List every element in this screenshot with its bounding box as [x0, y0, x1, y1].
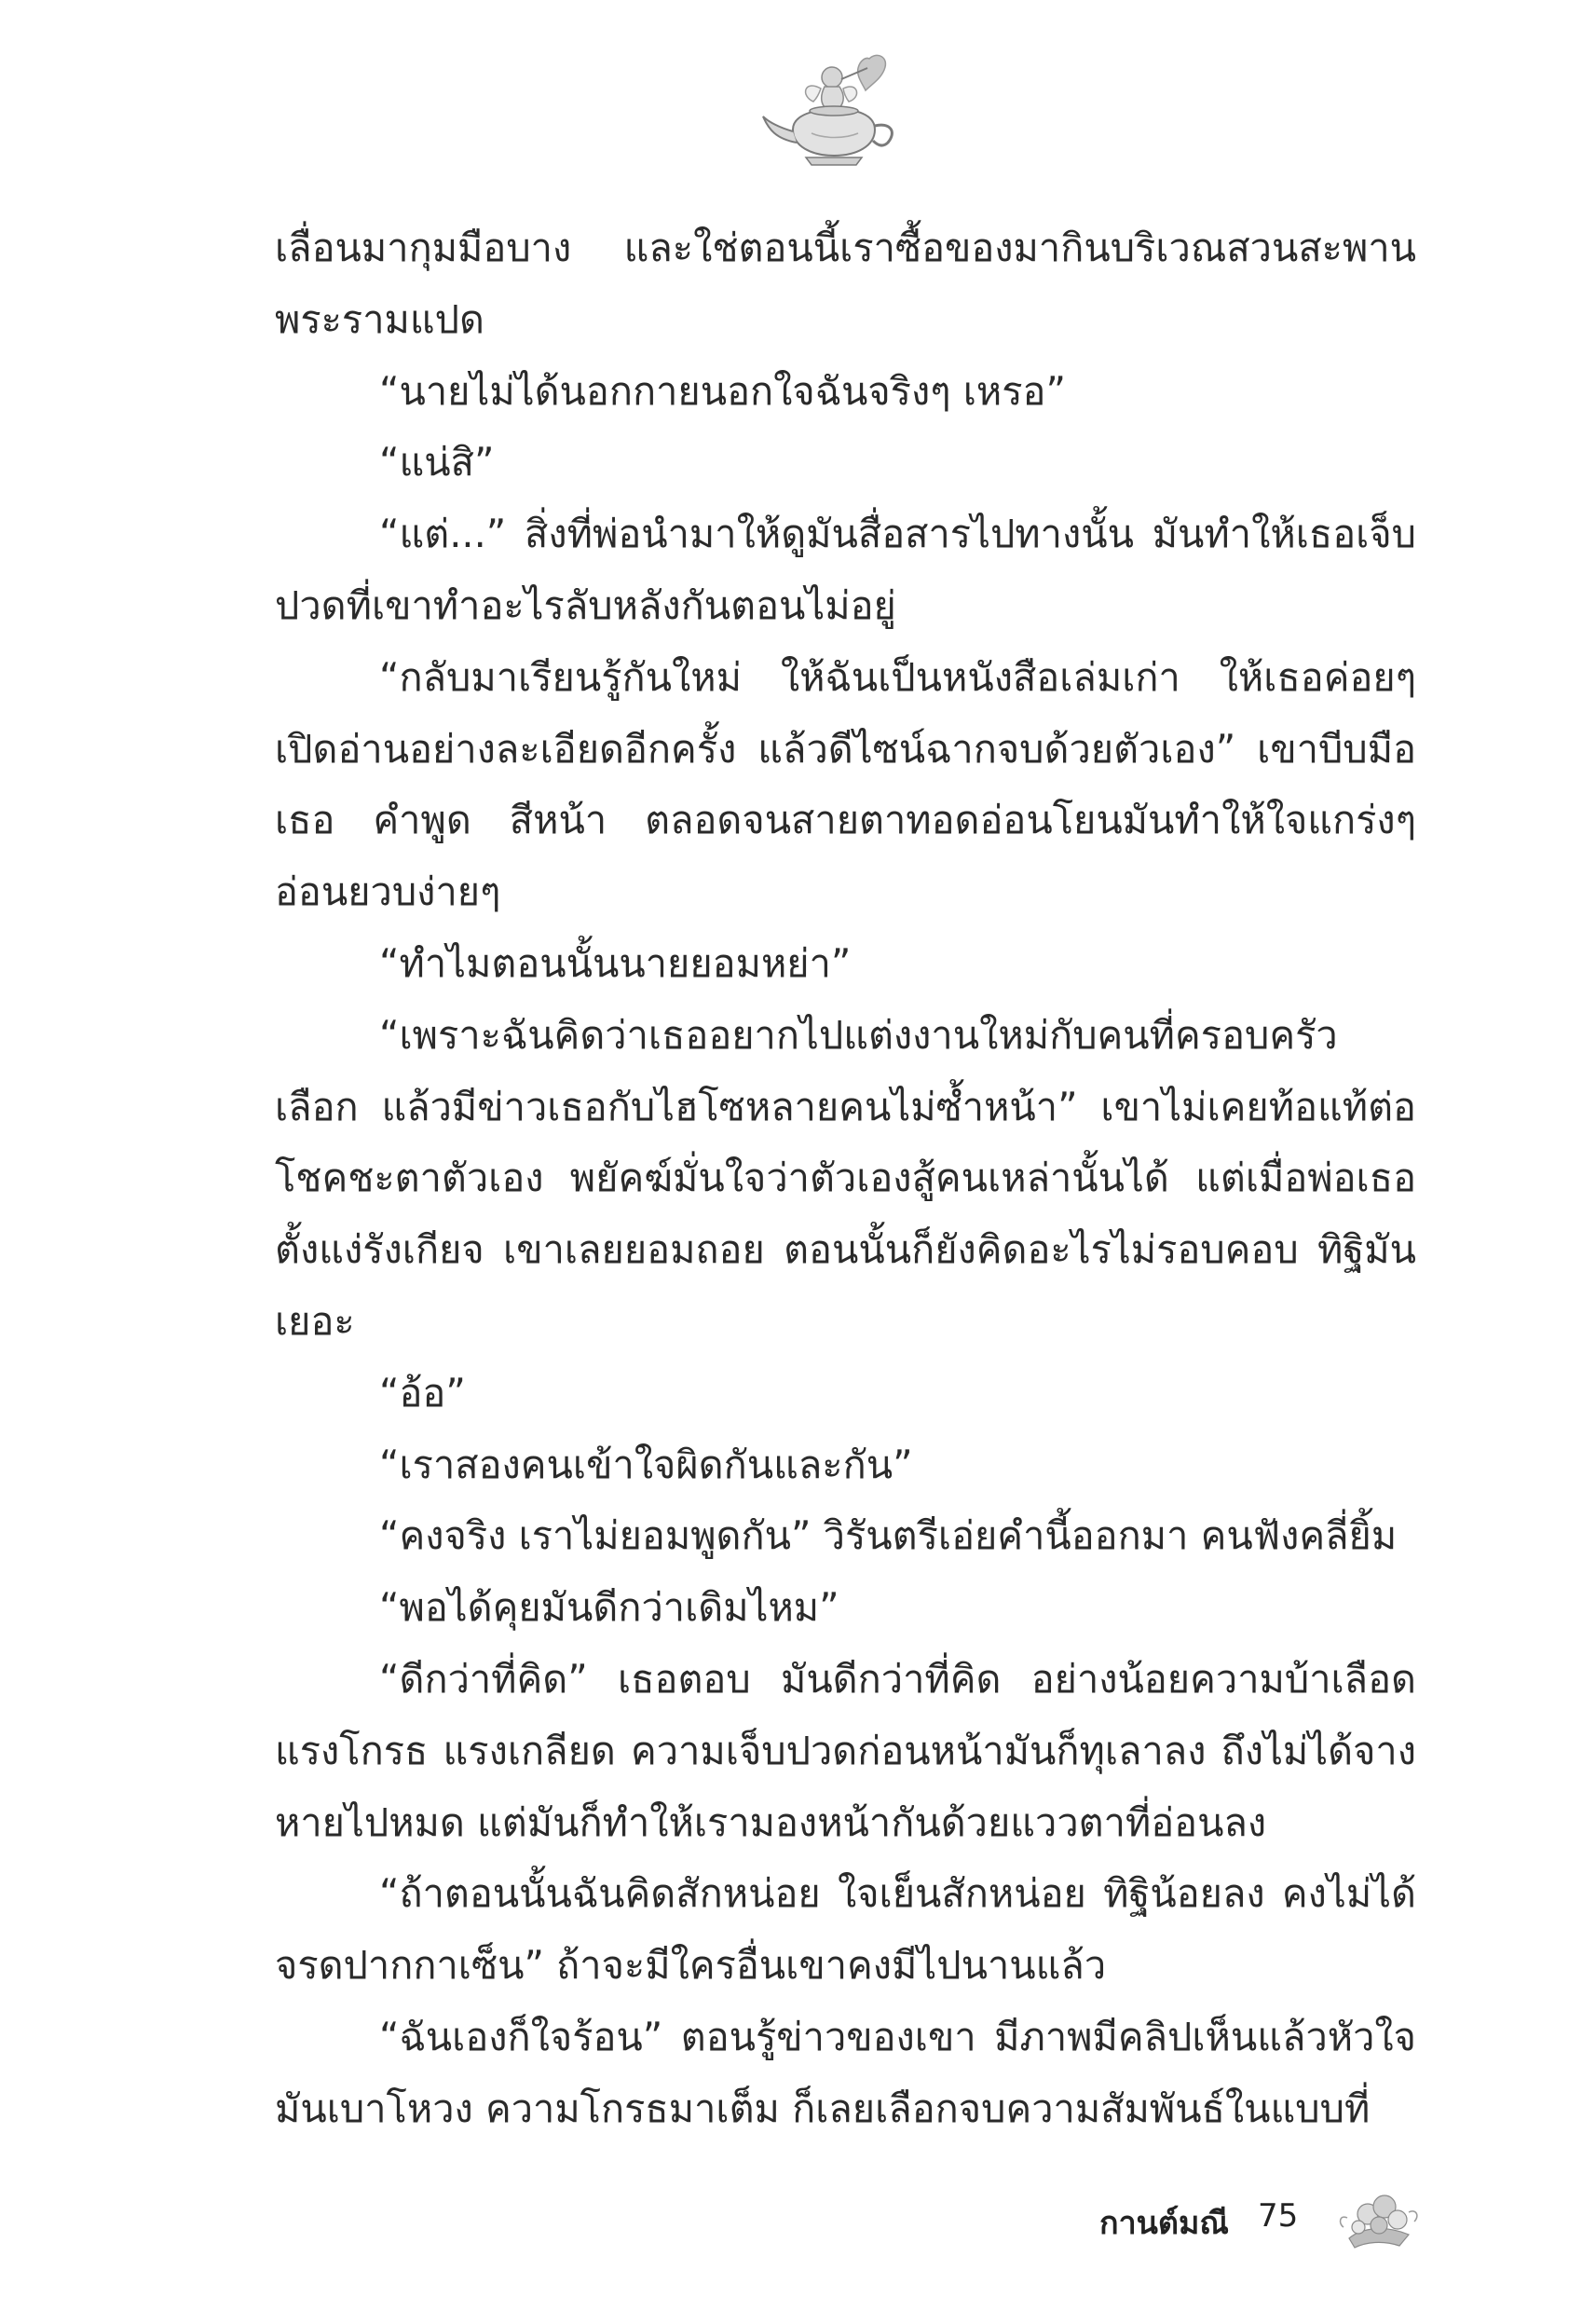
paragraph: “ดีกว่าที่คิด” เธอตอบ มันดีกว่าที่คิด อย่างน้อยความบ้าเลือด แรงโกรธ แรงเกลียด ความเจ็บปวดก่อนหน้ามันก็ทุเลาลง ถึงไม่ได้จางหายไปหมด แต่มันก็ทำให้เรามองหน้ากันด้วยแววตาที่อ่อนลง: [275, 1655, 1416, 1845]
cupid-teapot-icon: [759, 51, 908, 172]
page-footer: [1062, 2190, 1453, 2264]
paragraph: เลื่อนมากุมมือบาง และใช่ตอนนี้เราซื้อของมากินบริเวณสวนสะพานพระรามแปด: [275, 225, 1416, 342]
paragraph: “เพราะฉันคิดว่าเธออยากไปแต่งงานใหม่กับคนที่ครอบครัวเลือก แล้วมีข่าวเธอกับไฮโซหลายคนไม่ซ้ำหน้า” เขาไม่เคยท้อแท้ต่อโชคชะตาตัวเอง พยัคฆ์มั่นใจว่าตัวเองสู้คนเหล่านั้นได้ แต่เมื่อพ่อเธอตั้งแง่รังเกียจ เขาเลยยอมถอย ตอนนั้นก็ยังคิดอะไรไม่รอบคอบ ทิฐิมันเยอะ: [275, 1011, 1416, 1344]
page-number: 75: [1258, 2197, 1299, 2235]
paragraph: “ถ้าตอนนั้นฉันคิดสักหน่อย ใจเย็นสักหน่อย ทิฐิน้อยลง คงไม่ได้จรดปากกาเซ็น” ถ้าจะมีใครอื่นเขาคงมีไปนานแล้ว: [275, 1870, 1416, 1989]
paragraph: “ฉันเองก็ใจร้อน” ตอนรู้ข่าวของเขา มีภาพมีคลิปเห็นแล้วหัวใจมันเบาโหวง ความโกรธมาเต็ม ก็เลยเลือกจบความสัมพันธ์ในแบบที่: [275, 2013, 1416, 2131]
paragraph: “นายไม่ได้นอกกายนอกใจฉันจริงๆ เหรอ”: [379, 367, 1066, 414]
paragraph: “เราสองคนเข้าใจผิดกันและกัน”: [379, 1441, 913, 1487]
paragraph: “ทำไมตอนนั้นนายยอมหย่า”: [379, 939, 852, 986]
flower-bouquet-icon: [1330, 2181, 1424, 2255]
paragraph: “พอได้คุยมันดีกว่าเดิมไหม”: [379, 1584, 839, 1631]
body-text: [275, 212, 1416, 2145]
paragraph: “กลับมาเรียนรู้กันใหม่ ให้ฉันเป็นหนังสือเล่มเก่า ให้เธอค่อยๆ เปิดอ่านอย่างละเอียดอีกครั้ง แล้วดีไซน์ฉากจบด้วยตัวเอง” เขาบีบมือเธอ คำพูด สีหน้า ตลอดจนสายตาทอดอ่อนโยนมันทำให้ใจแกร่งๆ อ่อนยวบง่ายๆ: [275, 653, 1416, 915]
paragraph: “แต่...” สิ่งที่พ่อนำมาให้ดูมันสื่อสารไปทางนั้น มันทำให้เธอเจ็บปวดที่เขาทำอะไรลับหลังกันตอนไม่อยู่: [275, 511, 1416, 628]
paragraph: “คงจริง เราไม่ยอมพูดกัน” วิรันตรีเอ่ยคำนี้ออกมา คนฟังคลี่ยิ้ม: [379, 1512, 1398, 1559]
paragraph: “แน่สิ”: [379, 439, 495, 485]
paragraph: “อ้อ”: [379, 1369, 466, 1415]
book-title: กานต์มณี: [1099, 2205, 1229, 2242]
